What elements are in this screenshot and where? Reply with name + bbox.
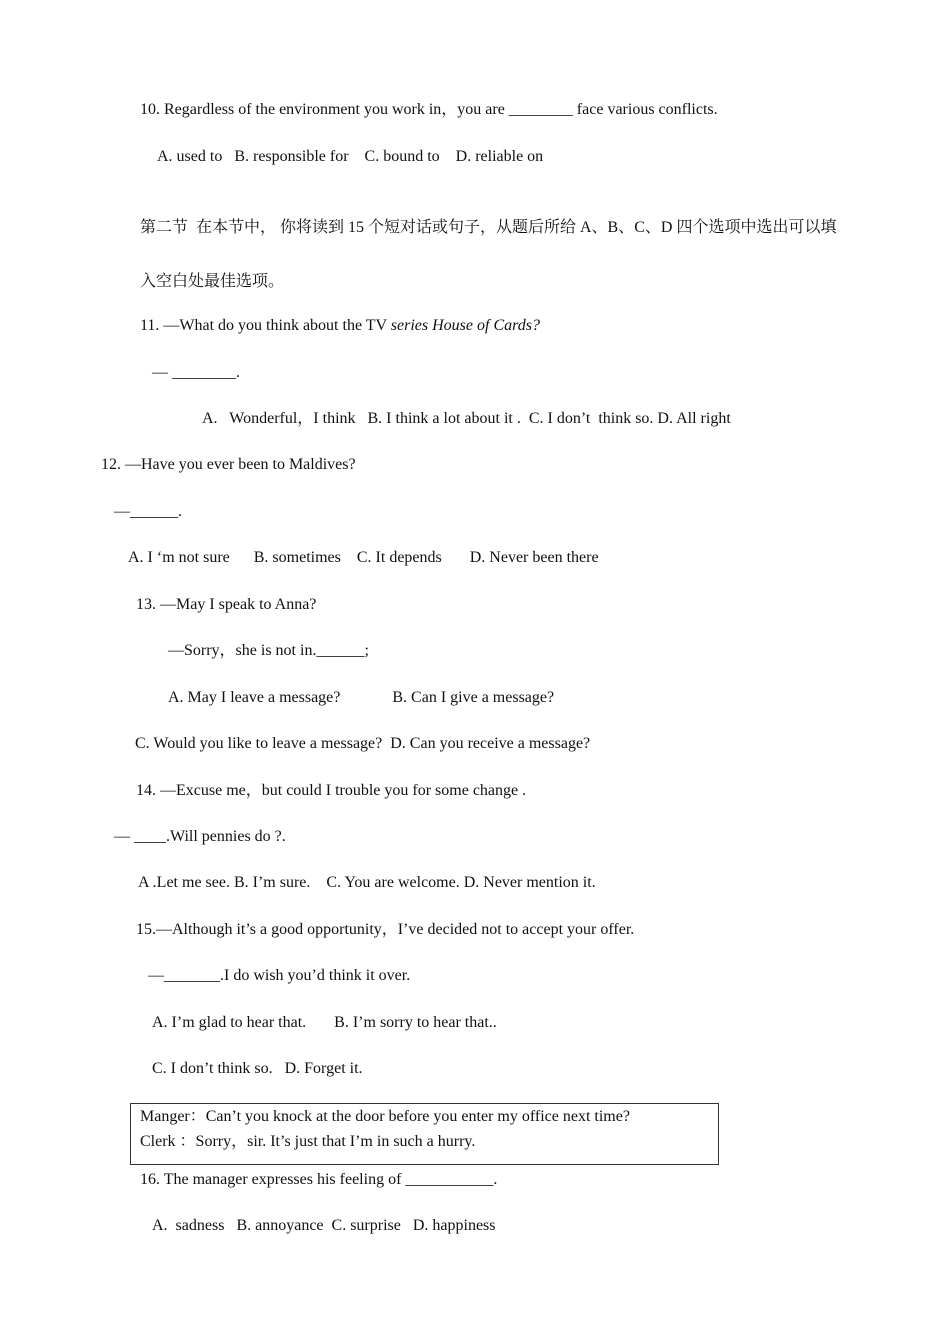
q12-stem: 12. —Have you ever been to Maldives? — [101, 456, 356, 473]
q13-reply: —Sorry，she is not in.______; — [168, 642, 369, 659]
q10-stem: 10. Regardless of the environment you work in，you are ________ face various conflicts. — [140, 101, 718, 118]
q11-stem-text: 11. —What do you think about the TV — [140, 317, 391, 334]
section2-instructions-line1: 第二节 在本节中， 你将读到 15 个短对话或句子，从题后所给 A、B、C、D 四个选项中选出可以填 — [140, 219, 837, 236]
q11-options: A. Wonderful，I think B. I think a lot about it . C. I don’t think so. D. All right — [202, 410, 731, 427]
q12-options: A. I ‘m not sure B. sometimes C. It depends D. Never been there — [128, 549, 599, 566]
q14-options: A .Let me see. B. I’m sure. C. You are welcome. D. Never mention it. — [138, 874, 596, 891]
q10-options: A. used to B. responsible for C. bound to D. reliable on — [157, 148, 544, 165]
q11-stem — [140, 316, 540, 336]
q15-stem: 15.—Although it’s a good opportunity，I’ve decided not to accept your offer. — [136, 921, 635, 938]
q13-options-ab: A. May I leave a message? B. Can I give a message? — [168, 689, 555, 706]
q13-options-cd: C. Would you like to leave a message? D. Can you receive a message? — [135, 735, 591, 752]
q14-stem: 14. —Excuse me，but could I trouble you for some change . — [136, 782, 527, 799]
q13-stem: 13. —May I speak to Anna? — [136, 596, 317, 613]
q12-reply: —______. — [114, 503, 182, 520]
q15-options-cd: C. I don’t think so. D. Forget it. — [152, 1060, 363, 1077]
dialogue-box — [130, 1103, 719, 1165]
q15-options-ab: A. I’m glad to hear that. B. I’m sorry to hear that.. — [152, 1014, 497, 1031]
section2-instructions-line2: 入空白处最佳选项。 — [140, 273, 285, 290]
dialogue-line-clerk: Clerk ：Sorry，sir. It’s just that I’m in such a hurry. — [140, 1133, 476, 1150]
q16-stem: 16. The manager expresses his feeling of ___________. — [140, 1171, 498, 1188]
q15-reply: —_______.I do wish you’d think it over. — [148, 967, 411, 984]
q14-reply: — ____.Will pennies do ?. — [114, 828, 286, 845]
q16-options: A. sadness B. annoyance C. surprise D. happiness — [152, 1217, 496, 1234]
dialogue-line-manager: Manger：Can’t you knock at the door before you enter my office next time? — [140, 1108, 630, 1125]
q11-stem-italic: series House of Cards? — [390, 317, 540, 334]
q11-reply: — ________. — [152, 364, 240, 381]
